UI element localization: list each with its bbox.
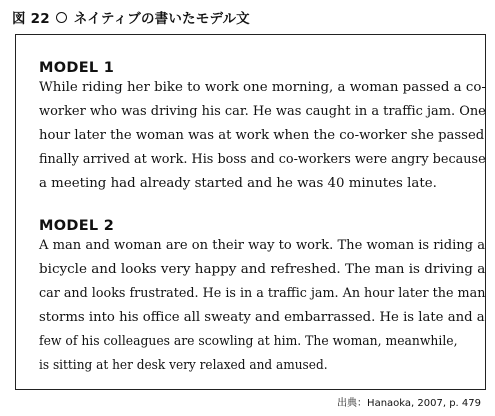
model-1-line: a meeting had already started and he was 40 minutes late.: [39, 176, 437, 191]
model-1-line: While riding her bike to work one morning, a woman passed a co-: [39, 80, 486, 95]
model-2-line: few of his colleagues are scowling at him. The woman, meanwhile,: [39, 334, 458, 349]
model-2-line: is sitting at her desk very relaxed and amused.: [39, 358, 328, 373]
model-2-line: bicycle and looks very happy and refreshed. The man is driving a: [39, 262, 486, 277]
circle-icon: [56, 12, 67, 23]
model-1-line: worker who was driving his car. He was caught in a traffic jam. One: [39, 104, 486, 119]
figure-title: ネイティブの書いたモデル文: [73, 11, 250, 27]
source-citation: 出典：Hanaoka, 2007, p. 479: [337, 398, 481, 409]
figure-number: 図 22: [12, 11, 50, 27]
model-1-line: finally arrived at work. His boss and co-workers were angry because: [39, 152, 486, 167]
model-2-line: storms into his office all sweaty and embarrassed. He is late and a: [39, 310, 485, 325]
model-2-heading: MODEL 2: [39, 218, 115, 234]
model-1-line: hour later the woman was at work when the co-worker she passed: [39, 128, 485, 143]
model-2-line: car and looks frustrated. He is in a traffic jam. An hour later the man: [39, 286, 486, 301]
model-2-line: A man and woman are on their way to work. The woman is riding a: [39, 238, 485, 253]
figure-header: [12, 5, 250, 29]
model-1-heading: MODEL 1: [39, 60, 115, 76]
